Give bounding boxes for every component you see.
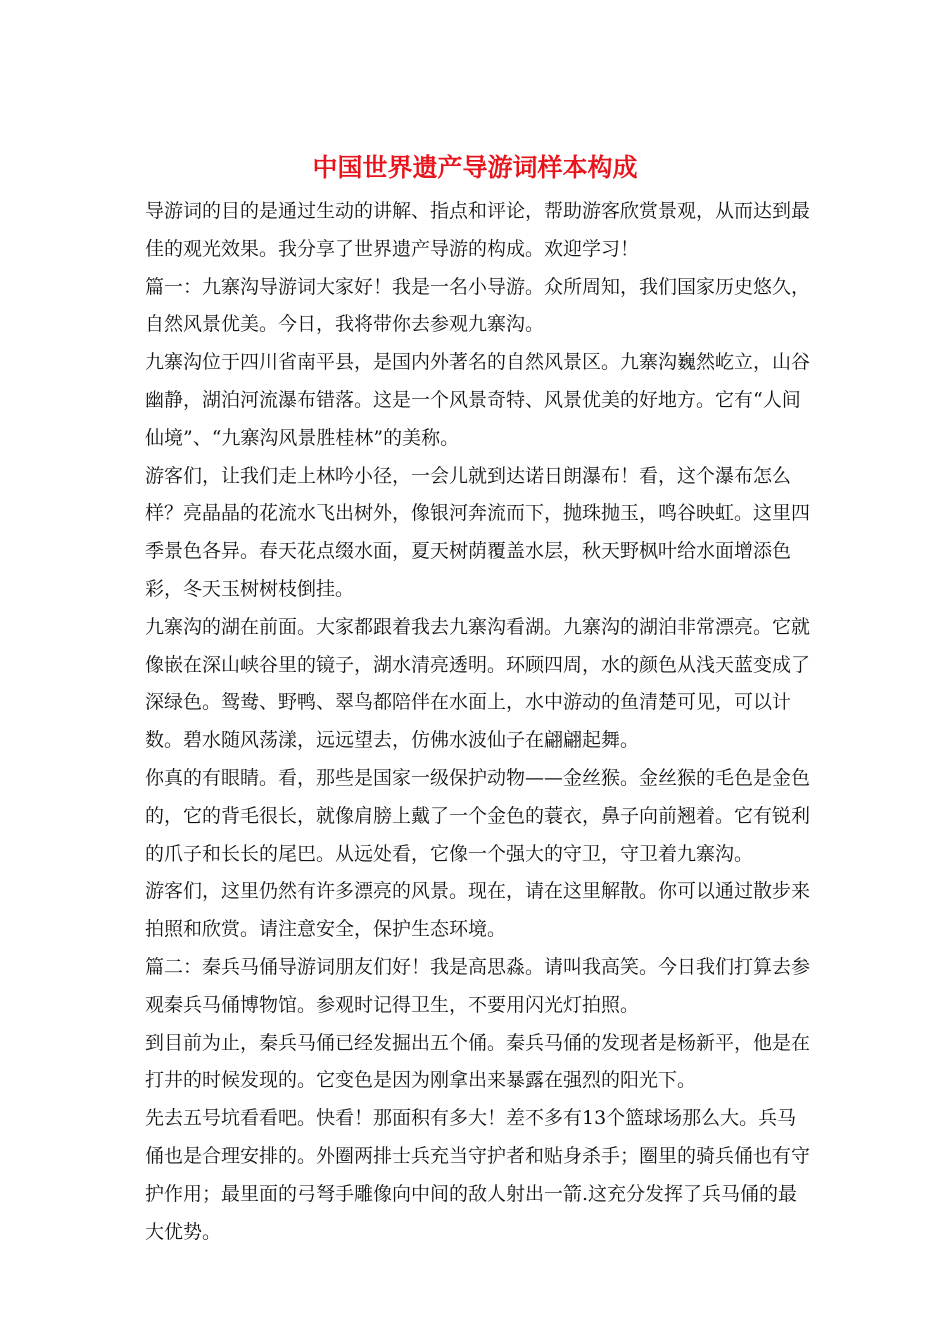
paragraph-nuorilang-waterfall: 游客们，让我们走上林吟小径，一会儿就到达诺日朗瀑布！看，这个瀑布怎么样？亮晶晶的花流水飞出树外，像银河奔流而下，抛珠抛玉，鸣谷映虹。这里四季景色各异。春天花点缀水面，夏天树荫覆盖水层，秋天野枫叶给水面增添色彩，冬天玉树树枝倒挂。 (145, 464, 811, 600)
paragraph-intro: 导游词的目的是通过生动的讲解、指点和评论，帮助游客欣赏景观，从而达到最佳的观光效果。我分享了世界遗产导游的构成。欢迎学习！ (145, 200, 811, 260)
paragraph-jiuzhaigou-opening: 篇一：九寨沟导游词大家好！我是一名小导游。众所周知，我们国家历史悠久，自然风景优美。今日，我将带你去参观九寨沟。 (145, 275, 811, 336)
paragraph-jiuzhaigou-closing: 游客们，这里仍然有许多漂亮的风景。现在，请在这里解散。你可以通过散步来拍照和欣赏。请注意安全，保护生态环境。 (145, 880, 811, 941)
document-title: 中国世界遗产导游词样本构成 (312, 153, 638, 182)
paragraph-golden-monkey: 你真的有眼睛。看，那些是国家一级保护动物——金丝猴。金丝猴的毛色是金色的，它的背毛很长，就像肩膀上戴了一个金色的蓑衣，鼻子向前翘着。它有锐利的爪子和长长的尾巴。从远处看，它像一个强大的守卫，守卫着九寨沟。 (145, 766, 811, 865)
paragraph-jiuzhaigou-location: 九寨沟位于四川省南平县，是国内外著名的自然风景区。九寨沟巍然屹立，山谷幽静，湖泊河流瀑布错落。这是一个风景奇特、风景优美的好地方。它有“人间仙境”、“九寨沟风景胜桂林”的美称。 (145, 351, 811, 449)
document-body (145, 193, 815, 1251)
paragraph-terracotta-opening: 篇二：秦兵马俑导游词朋友们好！我是高思淼。请叫我高笑。今日我们打算去参观秦兵马俑博物馆。参观时记得卫生，不要用闪光灯拍照。 (145, 955, 811, 1016)
paragraph-jiuzhaigou-lakes: 九寨沟的湖在前面。大家都跟着我去九寨沟看湖。九寨沟的湖泊非常漂亮。它就像嵌在深山峡谷里的镜子，湖水清亮透明。环顾四周，水的颜色从浅天蓝变成了深绿色。鸳鸯、野鸭、翠鸟都陪伴在水面上，水中游动的鱼清楚可见，可以计数。碧水随风荡漾，远远望去，仿佛水波仙子在翩翩起舞。 (145, 615, 811, 752)
paragraph-terracotta-discovery: 到目前为止，秦兵马俑已经发掘出五个俑。秦兵马俑的发现者是杨新平，他是在打井的时候发现的。它变色是因为刚拿出来暴露在强烈的阳光下。 (145, 1031, 811, 1092)
paragraph-terracotta-pit: 先去五号坑看看吧。快看！那面积有多大！差不多有13个篮球场那么大。兵马俑也是合理安排的。外圈两排士兵充当守护者和贴身杀手；圈里的骑兵俑也有守护作用；最里面的弓弩手雕像向中间的敌人射出一箭.这充分发挥了兵马俑的最大优势。 (145, 1107, 811, 1243)
